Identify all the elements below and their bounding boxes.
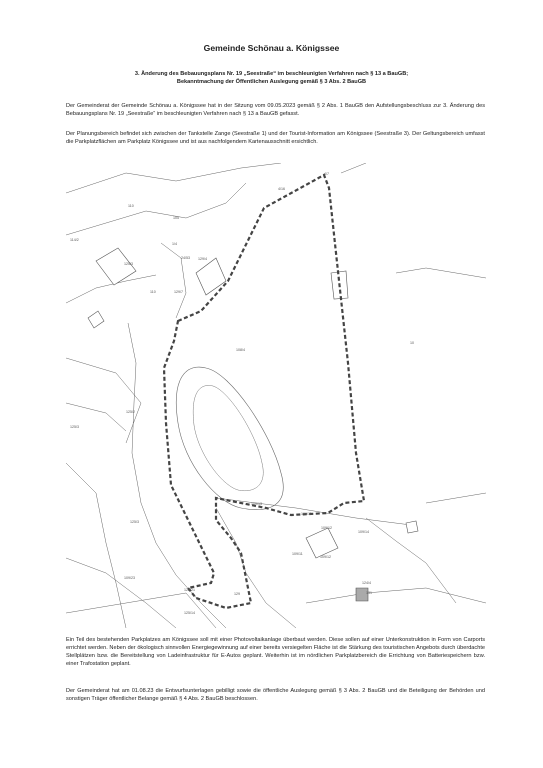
- parcel-label: 125/3: [124, 262, 133, 266]
- paragraph-approval: Der Gemeinderat hat am 01.08.23 die Entwurfsunterlagen gebilligt sowie die öffentliche Auslegung gemäß § 3 Abs. 2 BauGB und die Beteiligung der Behörden und sonstigen Träger öffentlicher Belange gemäß § 4 Abs. 2 BauGB beschlossen.: [66, 688, 485, 702]
- parking-loop: [176, 367, 283, 510]
- parcel-label: 129/7: [174, 290, 183, 294]
- subtitle-line-1: 3. Änderung des Bebauungsplans Nr. 19 „Seestraße“ im beschleunigten Verfahren nach § 13 a BauGB;: [134, 71, 409, 77]
- paragraph-photovoltaic: Ein Teil des bestehenden Parkplatzes am Königssee soll mit einer Photovoltaikanlage überbaut werden. Diese sollen auf einer Unterkonstruktion in Form von Carports errichtet werden. Neben der ökologisch sinnvollen Energiegewinnung auf einer bereits versiegelten Fläche ist die Stärkung des touristischen Angebots durch überdachte Stellplätzen bzw. die Bereitstellung von Ladeinfrastruktur für E-Autos geplant. Weiterhin ist im nördlichen Parkplatzbereich die Errichtung von Batteriespeichern bzw. einer Trafostation geplant.: [66, 637, 485, 667]
- subtitle-line-2: Bekanntmachung der Öffentlichen Auslegung gemäß § 3 Abs. 2 BauGB: [176, 79, 367, 85]
- parcel-label: 109/14: [358, 530, 369, 534]
- buildings: [88, 248, 418, 601]
- parcel-label: 124/4: [362, 581, 371, 585]
- parcel-label: 125/14: [184, 611, 195, 615]
- parcel-label: 110: [150, 290, 156, 294]
- parking-inner-loop: [193, 385, 263, 490]
- subtitle: [60, 70, 483, 86]
- parcel-label: 10: [410, 341, 414, 345]
- parcel-lines: [66, 163, 486, 628]
- parcel-label: 131: [366, 591, 372, 595]
- paragraph-decision: Der Gemeinderat der Gemeinde Schönau a. Königssee hat in der Sitzung vom 09.05.2023 gemäß § 2 Abs. 1 BauGB den Aufstellungsbeschluss zur 3. Änderung des Bebauungsplans Nr. 19 „Seestraße“ im beschleunigten Verfahren nach § 13 a BauGB gefasst.: [66, 103, 485, 117]
- parcel-label: 108/4: [236, 348, 245, 352]
- parcel-label: 125/3: [70, 425, 79, 429]
- parcel-label: 114/2: [70, 238, 79, 242]
- parcel-label: 109/13: [251, 502, 262, 506]
- parcel-label: 129/4: [198, 257, 207, 261]
- parcel-label: 109/23: [124, 576, 135, 580]
- parcel-label: 125/2: [126, 410, 135, 414]
- building-1: [96, 248, 136, 285]
- parcel-label: 109/11: [292, 552, 303, 556]
- parcel-label: 105: [173, 216, 179, 220]
- building-2: [88, 311, 104, 328]
- page-title: Gemeinde Schönau a. Königssee: [203, 43, 340, 53]
- parcel-label: 109/11: [301, 512, 312, 516]
- parcel-label: 128/21: [184, 588, 195, 592]
- building-7: [406, 521, 418, 533]
- parcel-label: 109/12: [320, 555, 331, 559]
- parcel-label: 1/4: [172, 242, 177, 246]
- parcel-label: 110: [128, 204, 134, 208]
- parcel-label: 24/53: [181, 256, 190, 260]
- paragraph-planning-area: Der Planungsbereich befindet sich zwischen der Tankstelle Zange (Seestraße 1) und der Tourist-Information am Königssee (Seestraße 3). Der Geltungsbereich umfasst die Parkplatzflächen am Parkplatz Königssee und ist aus nachfolgendem Kartenausschnitt ersichtlich.: [66, 131, 485, 145]
- parcel-label: 109/12: [321, 526, 332, 530]
- parcel-label: 4/7: [324, 172, 329, 176]
- parcel-label-group: [70, 172, 414, 615]
- parcel-label: 129: [234, 592, 240, 596]
- map-excerpt: [66, 163, 486, 628]
- building-5: [306, 528, 338, 558]
- parcel-label: 4/16: [278, 187, 285, 191]
- parcel-label: 125/3: [130, 520, 139, 524]
